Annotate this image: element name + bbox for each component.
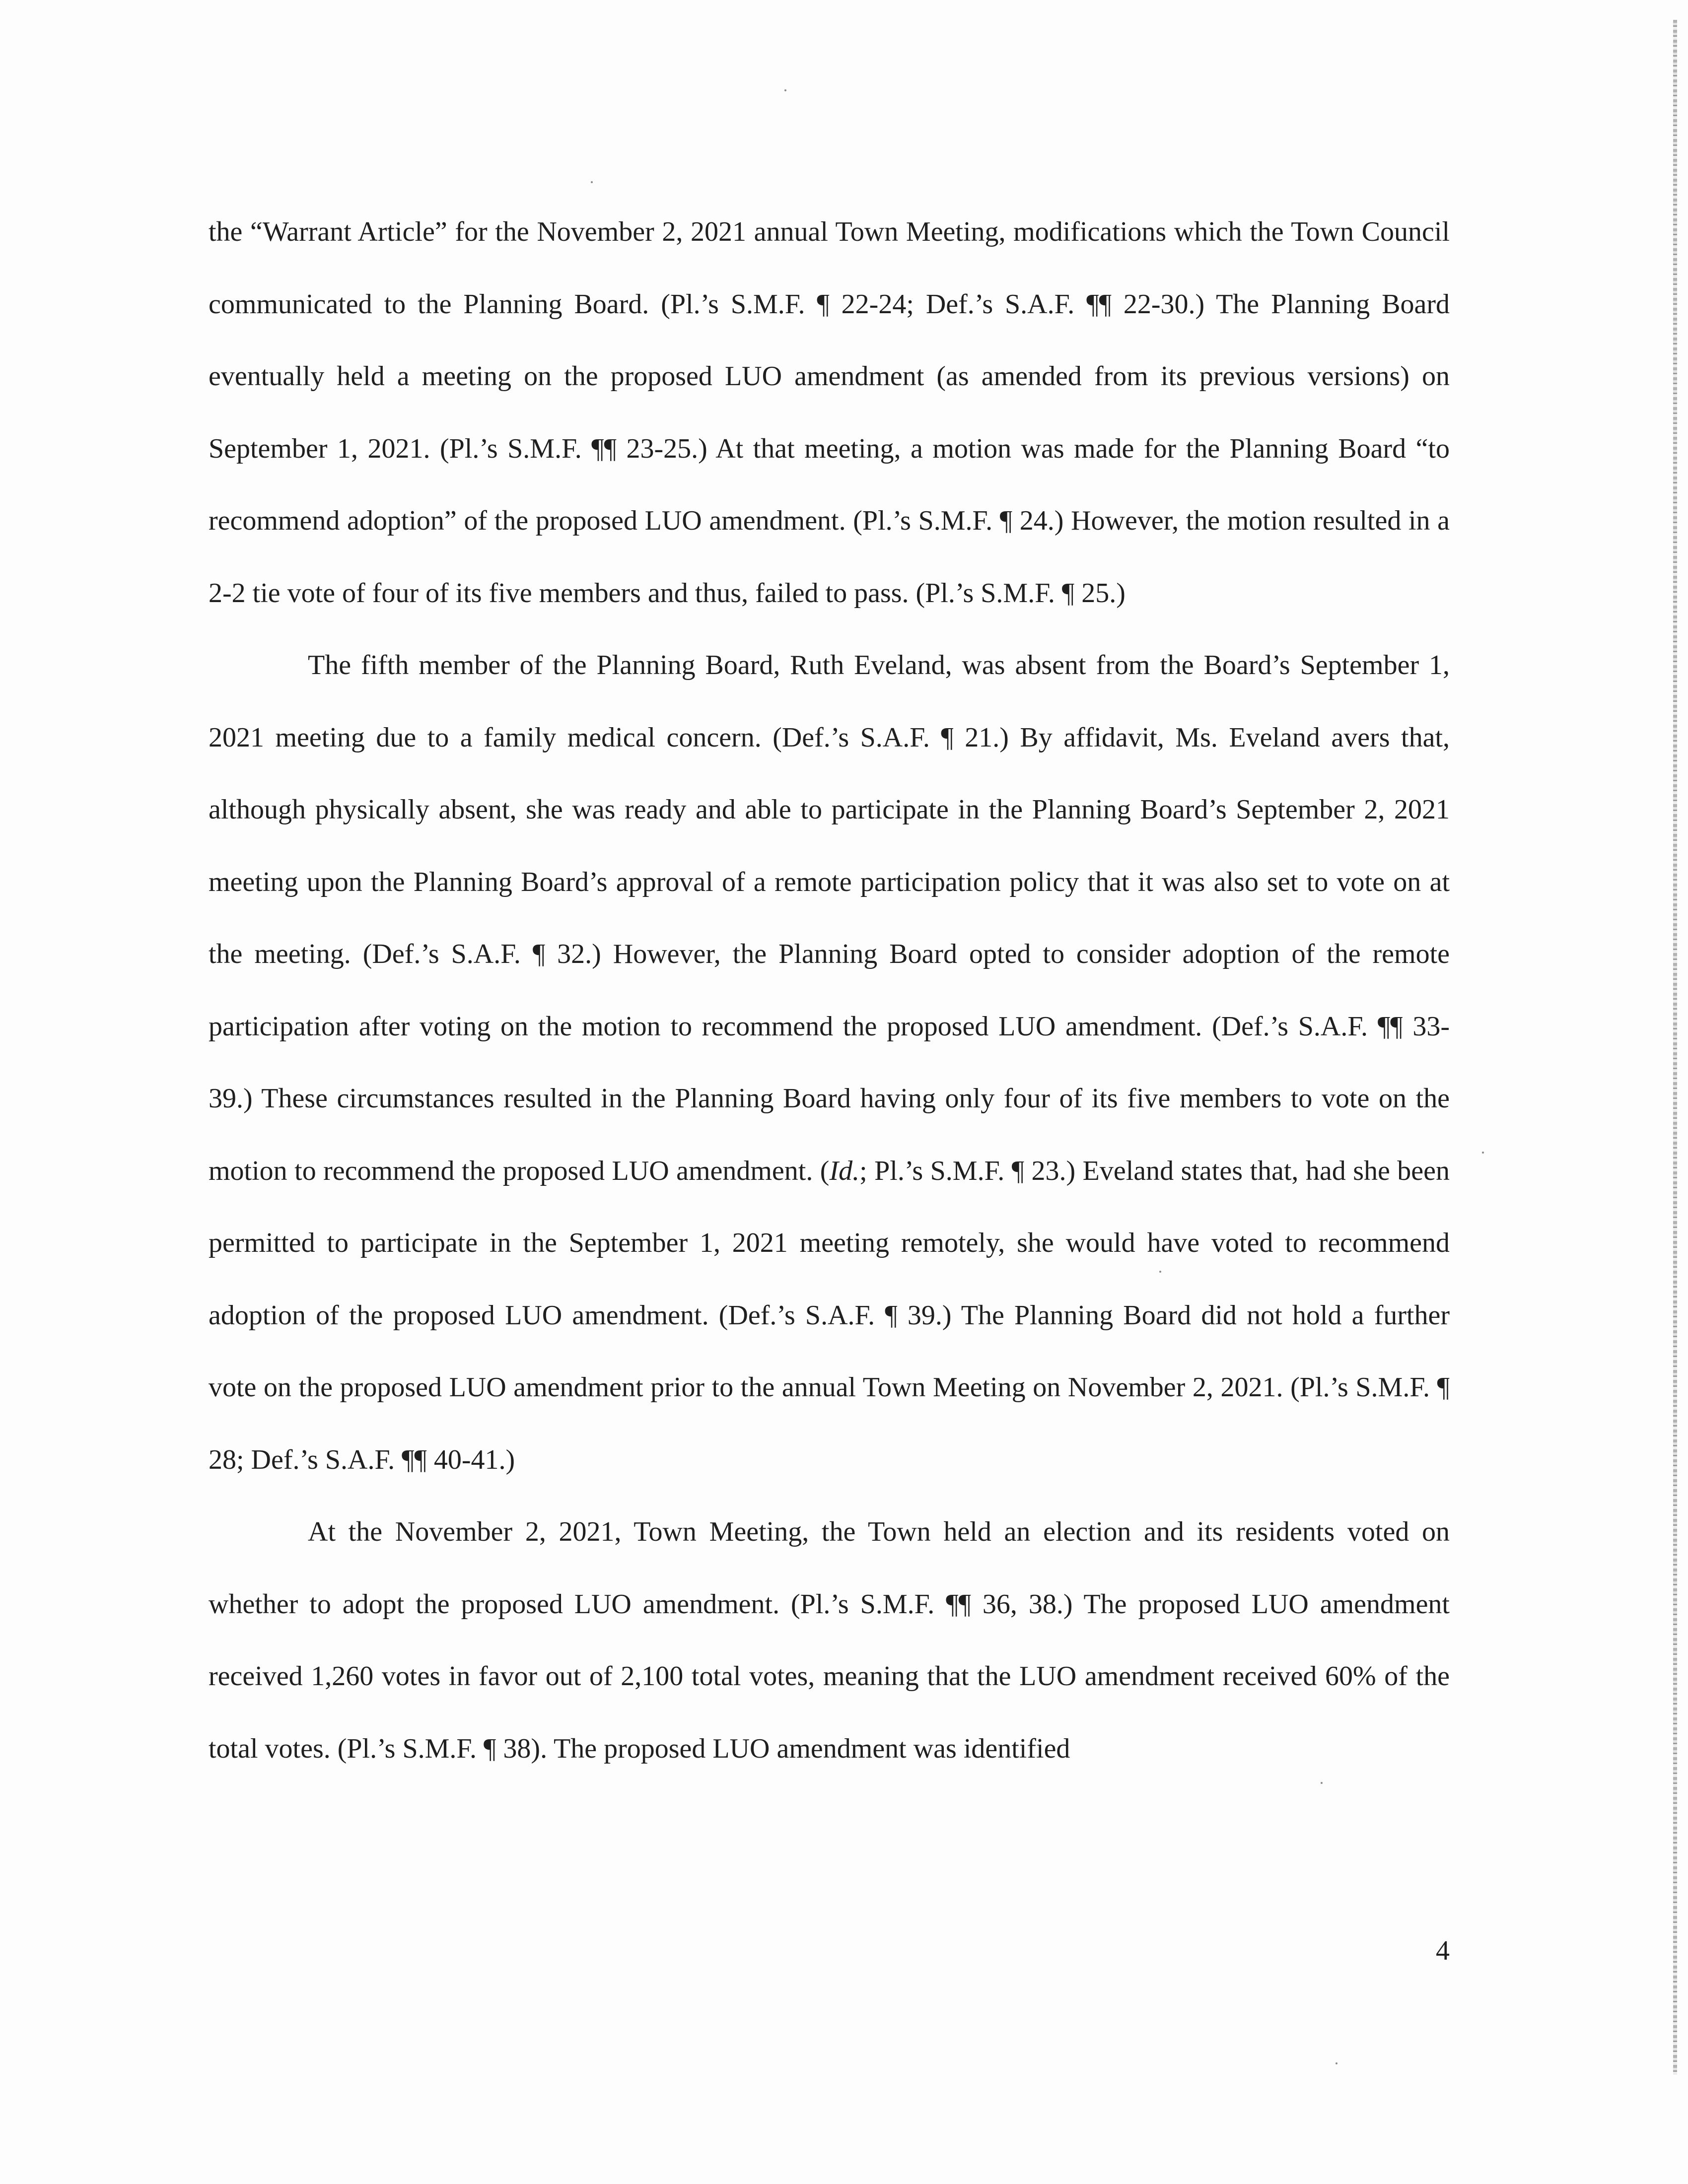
scan-edge-artifact [1673,20,1677,2075]
page-number: 4 [1436,1935,1450,1966]
paragraph-text: ; Pl.’s S.M.F. ¶ 23.) Eveland states that, had she been permitted to participate in the September 1, 2021 meeting remotely, she would have voted to recommend adoption of the proposed LUO amendment. (Def.’s S.A.F. ¶ 39.) The Planning Board did not hold a further vote on the proposed LUO amendment prior to the annual Town Meeting on November 2, 2021. (Pl.’s S.M.F. ¶ 28; Def.’s S.A.F. ¶¶ 40-41.) [209,1155,1450,1475]
citation-italic-text: Id. [829,1155,860,1186]
paragraph [209,196,1450,629]
scan-speck [784,89,786,91]
paragraph-text: the “Warrant Article” for the November 2, 2021 annual Town Meeting, modifications which the Town Council communicated to the Planning Board. (Pl.’s S.M.F. ¶ 22-24; Def.’s S.A.F. ¶¶ 22-30.) The Planning Board eventually held a meeting on the proposed LUO amendment (as amended from its previous versions) on September 1, 2021. (Pl.’s S.M.F. ¶¶ 23-25.) At that meeting, a motion was made for the Planning Board “to recommend adoption” of the proposed LUO amendment. (Pl.’s S.M.F. ¶ 24.) However, the motion resulted in a 2-2 tie vote of four of its five members and thus, failed to pass. (Pl.’s S.M.F. ¶ 25.) [209,216,1450,609]
scan-speck [1336,2062,1337,2064]
paragraph [209,1496,1450,1785]
paragraph-text: The fifth member of the Planning Board, Ruth Eveland, was absent from the Board’s September 1, 2021 meeting due to a family medical concern. (Def.’s S.A.F. ¶ 21.) By affidavit, Ms. Eveland avers that, although physically absent, she was ready and able to participate in the Planning Board’s September 2, 2021 meeting upon the Planning Board’s approval of a remote participation policy that it was also set to vote on at the meeting. (Def.’s S.A.F. ¶ 32.) However, the Planning Board opted to consider adoption of the remote participation after voting on the motion to recommend the proposed LUO amendment. (Def.’s S.A.F. ¶¶ 33-39.) These circumstances resulted in the Planning Board having only four of its five members to vote on the motion to recommend the proposed LUO amendment. ( [209,650,1450,1186]
scan-speck [591,181,593,183]
paragraph [209,629,1450,1496]
paragraph-text: At the November 2, 2021, Town Meeting, the Town held an election and its residents voted on whether to adopt the proposed LUO amendment. (Pl.’s S.M.F. ¶¶ 36, 38.) The proposed LUO amendment received 1,260 votes in favor out of 2,100 total votes, meaning that the LUO amendment received 60% of the total votes. (Pl.’s S.M.F. ¶ 38). The proposed LUO amendment was identified [209,1516,1450,1764]
scan-speck [1482,1152,1484,1154]
document-body [209,196,1450,1785]
